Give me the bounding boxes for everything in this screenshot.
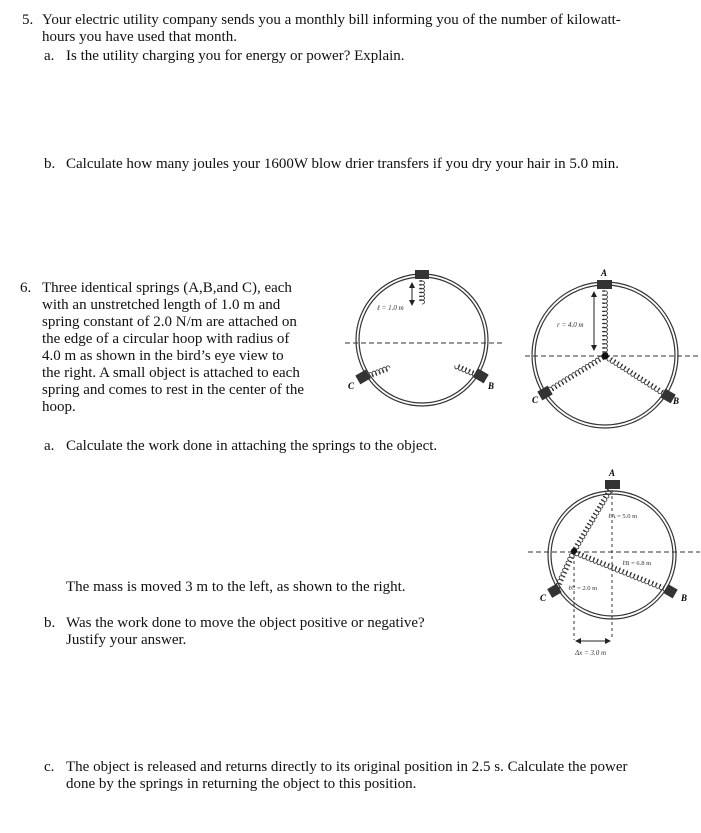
- spring-c: [369, 366, 391, 378]
- q5b-label: b.: [44, 156, 56, 172]
- spring-c: [548, 354, 606, 393]
- q6-line: 4.0 m as shown in the bird’s eye view to: [42, 348, 284, 364]
- diagram-unstretched-springs: [345, 270, 505, 406]
- label-b: B: [488, 381, 495, 391]
- hoop: [356, 274, 488, 406]
- anchor-block-a: [597, 280, 612, 289]
- anchor-block-c: [355, 370, 370, 385]
- q6-line: spring constant of 2.0 N/m are attached on: [42, 314, 297, 330]
- displacement-label: Δx = 3.0 m: [575, 649, 606, 657]
- anchor-block-b: [473, 369, 488, 384]
- q6-line: with an unstretched length of 1.0 m and: [42, 297, 281, 313]
- anchor-block-a: [605, 480, 620, 489]
- q6-line: the edge of a circular hoop with radius of: [42, 331, 290, 347]
- q6-line: hoop.: [42, 399, 76, 415]
- spring-coil: [455, 365, 478, 377]
- q6c-line2: done by the springs in returning the object to this position.: [66, 776, 417, 792]
- length-a-label: ℓA = 5.0 m: [608, 513, 638, 520]
- q6-line: the right. A small object is attached to each: [42, 365, 300, 381]
- radius-label: r = 4.0 m: [557, 321, 584, 329]
- label-a: A: [601, 268, 608, 278]
- q6c-label: c.: [44, 759, 55, 775]
- q5-number: 5.: [22, 12, 34, 28]
- q6-line: Three identical springs (A,B,and C), each: [42, 280, 292, 296]
- label-c: C: [532, 395, 539, 405]
- q6b-line2: Justify your answer.: [66, 632, 187, 648]
- q6-moved-text: The mass is moved 3 m to the left, as shown to the right.: [66, 579, 406, 595]
- q5b-text: Calculate how many joules your 1600W blow drier transfers if you dry your hair in 5.0 min.: [66, 156, 619, 172]
- spring-a: [419, 281, 424, 305]
- diagram-equilibrium: [525, 268, 700, 428]
- label-b: B: [673, 396, 680, 406]
- spring-coil: [602, 291, 607, 357]
- object: [571, 548, 577, 554]
- spring-coil: [548, 354, 606, 393]
- anchor-block-a: [415, 270, 429, 279]
- q6a-text: Calculate the work done in attaching the springs to the object.: [66, 438, 438, 454]
- q5-text-line2: hours you have used that month.: [42, 29, 237, 45]
- q5a-text: Is the utility charging you for energy or power? Explain.: [66, 48, 405, 64]
- spring-a: [602, 291, 607, 357]
- spring-coil: [556, 550, 575, 589]
- q6b-label: b.: [44, 615, 56, 631]
- q6b-line1: Was the work done to move the object positive or negative?: [66, 615, 425, 631]
- spring-coil: [573, 490, 611, 553]
- q6c-line1: The object is released and returns directly to its original position in 2.5 s. Calculate the power: [66, 759, 628, 775]
- spring-b: [455, 365, 478, 377]
- q6-number: 6.: [20, 280, 32, 296]
- label-a: A: [609, 468, 616, 478]
- q6-line: spring and comes to rest in the center of the: [42, 382, 305, 398]
- spring-coil: [604, 355, 667, 395]
- spring-a: [573, 490, 611, 553]
- spring-b: [604, 355, 667, 395]
- spring-c: [556, 550, 575, 589]
- diagram-displaced: [528, 468, 700, 657]
- length-label: ℓ = 1.0 m: [377, 304, 404, 312]
- q6a-label: a.: [44, 438, 55, 454]
- object: [602, 353, 609, 360]
- label-c: C: [540, 593, 547, 603]
- label-c: C: [348, 381, 355, 391]
- spring-coil: [419, 281, 424, 305]
- q5a-label: a.: [44, 48, 55, 64]
- length-b-label: ℓB = 6.8 m: [622, 560, 652, 567]
- spring-coil: [369, 366, 391, 378]
- length-c-label: ℓC = 2.0 m: [568, 585, 598, 592]
- label-b: B: [681, 593, 688, 603]
- q5-text-line1: Your electric utility company sends you a monthly bill informing you of the number of kilowatt-: [42, 12, 621, 28]
- anchor-block-b: [663, 584, 678, 598]
